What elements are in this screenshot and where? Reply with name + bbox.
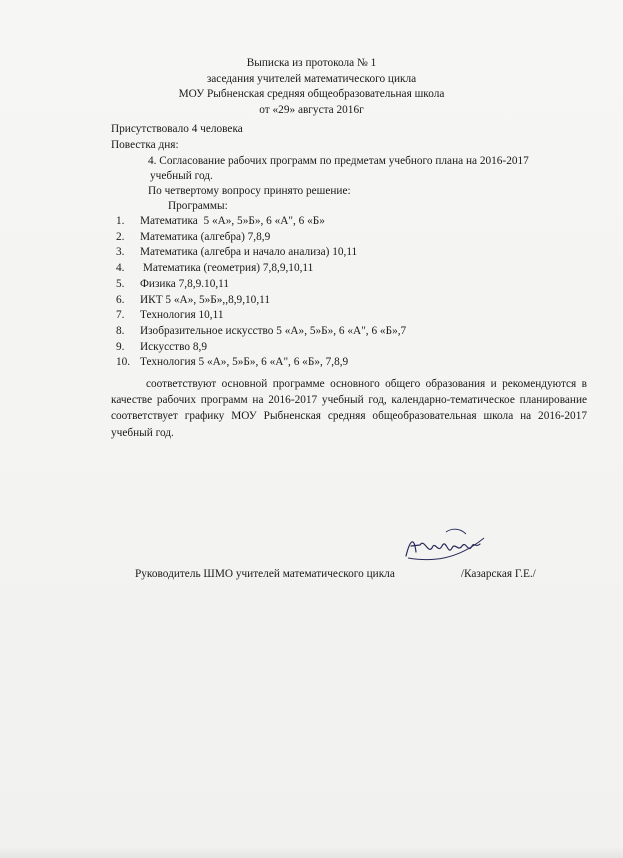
- program-text: Искусство 8,9: [140, 340, 207, 353]
- program-number: 5.: [116, 277, 125, 290]
- signature-role: Руководитель ШМО учителей математического цикла: [135, 568, 395, 580]
- program-number: 6.: [116, 293, 125, 306]
- program-number: 10.: [116, 356, 131, 369]
- programs-label: Программы:: [168, 200, 228, 212]
- program-number: 4.: [116, 262, 125, 275]
- program-item: [116, 277, 229, 292]
- program-text: Изобразительное искусство 5 «А», 5»Б», 6 «А", 6 «Б»,7: [140, 324, 407, 337]
- program-number: 8.: [116, 324, 125, 337]
- program-item: [116, 245, 357, 260]
- program-item: [116, 230, 270, 245]
- header-title: Выписка из протокола № 1: [246, 57, 377, 69]
- program-number: 2.: [116, 230, 125, 243]
- program-item: [116, 293, 270, 308]
- program-text: Физика 7,8,9.10,11: [140, 277, 230, 290]
- program-item: [116, 355, 348, 370]
- header-school: МОУ Рыбненская средняя общеобразовательная школа: [178, 88, 445, 100]
- signature-row: [135, 568, 536, 580]
- program-text: ИКТ 5 «А», 5»Б»,,8,9,10,11: [140, 293, 271, 306]
- program-number: 7.: [116, 309, 125, 322]
- program-item: [116, 340, 207, 355]
- program-item: [116, 214, 325, 229]
- agenda-item: 4. Согласование рабочих программ по предметам учебного плана на 2016-2017: [148, 155, 529, 167]
- program-text: Математика (геометрия) 7,8,9,10,11: [140, 262, 314, 275]
- program-text: Технология 5 «А», 5»Б», 6 «А", 6 «Б», 7,8,9: [140, 356, 349, 369]
- program-number: 1.: [116, 215, 125, 227]
- header-meeting: заседания учителей математического цикла: [206, 72, 417, 85]
- decision-intro: По четвертому вопросу принято решение:: [148, 185, 351, 197]
- signature-name: /Казарская Г.Е./: [460, 568, 536, 580]
- program-number: 9.: [116, 340, 125, 353]
- agenda-item-cont: учебный год.: [150, 170, 213, 182]
- agenda-label: Повестка дня:: [111, 139, 179, 151]
- program-item: [116, 324, 406, 339]
- program-text: Математика 5 «А», 5»Б», 6 «А", 6 «Б»: [140, 215, 325, 227]
- program-item: [116, 261, 313, 276]
- attendance-line: Присутствовало 4 человека: [111, 123, 243, 135]
- handwritten-signature: [402, 526, 486, 566]
- program-text: Математика (алгебра) 7,8,9: [140, 230, 271, 243]
- program-text: Математика (алгебра и начало анализа) 10,11: [140, 246, 358, 259]
- header-date: от «29» августа 2016г: [259, 103, 364, 116]
- program-number: 3.: [116, 246, 125, 259]
- program-text: Технология 10,11: [140, 309, 224, 322]
- program-item: [116, 308, 224, 323]
- conclusion-text: соответствуют основной программе основного общего образования и рекомендуются в качестве рабочих программ на 2016-2017 учебный год, календарно-тематическое планирование соответствует графику МОУ Рыбненская средняя общеобразовательная школа на 2016-2017 учебный год.: [111, 378, 587, 439]
- page-bottom-edge: [0, 846, 623, 858]
- conclusion-paragraph: [111, 376, 587, 441]
- document-header: [0, 56, 623, 118]
